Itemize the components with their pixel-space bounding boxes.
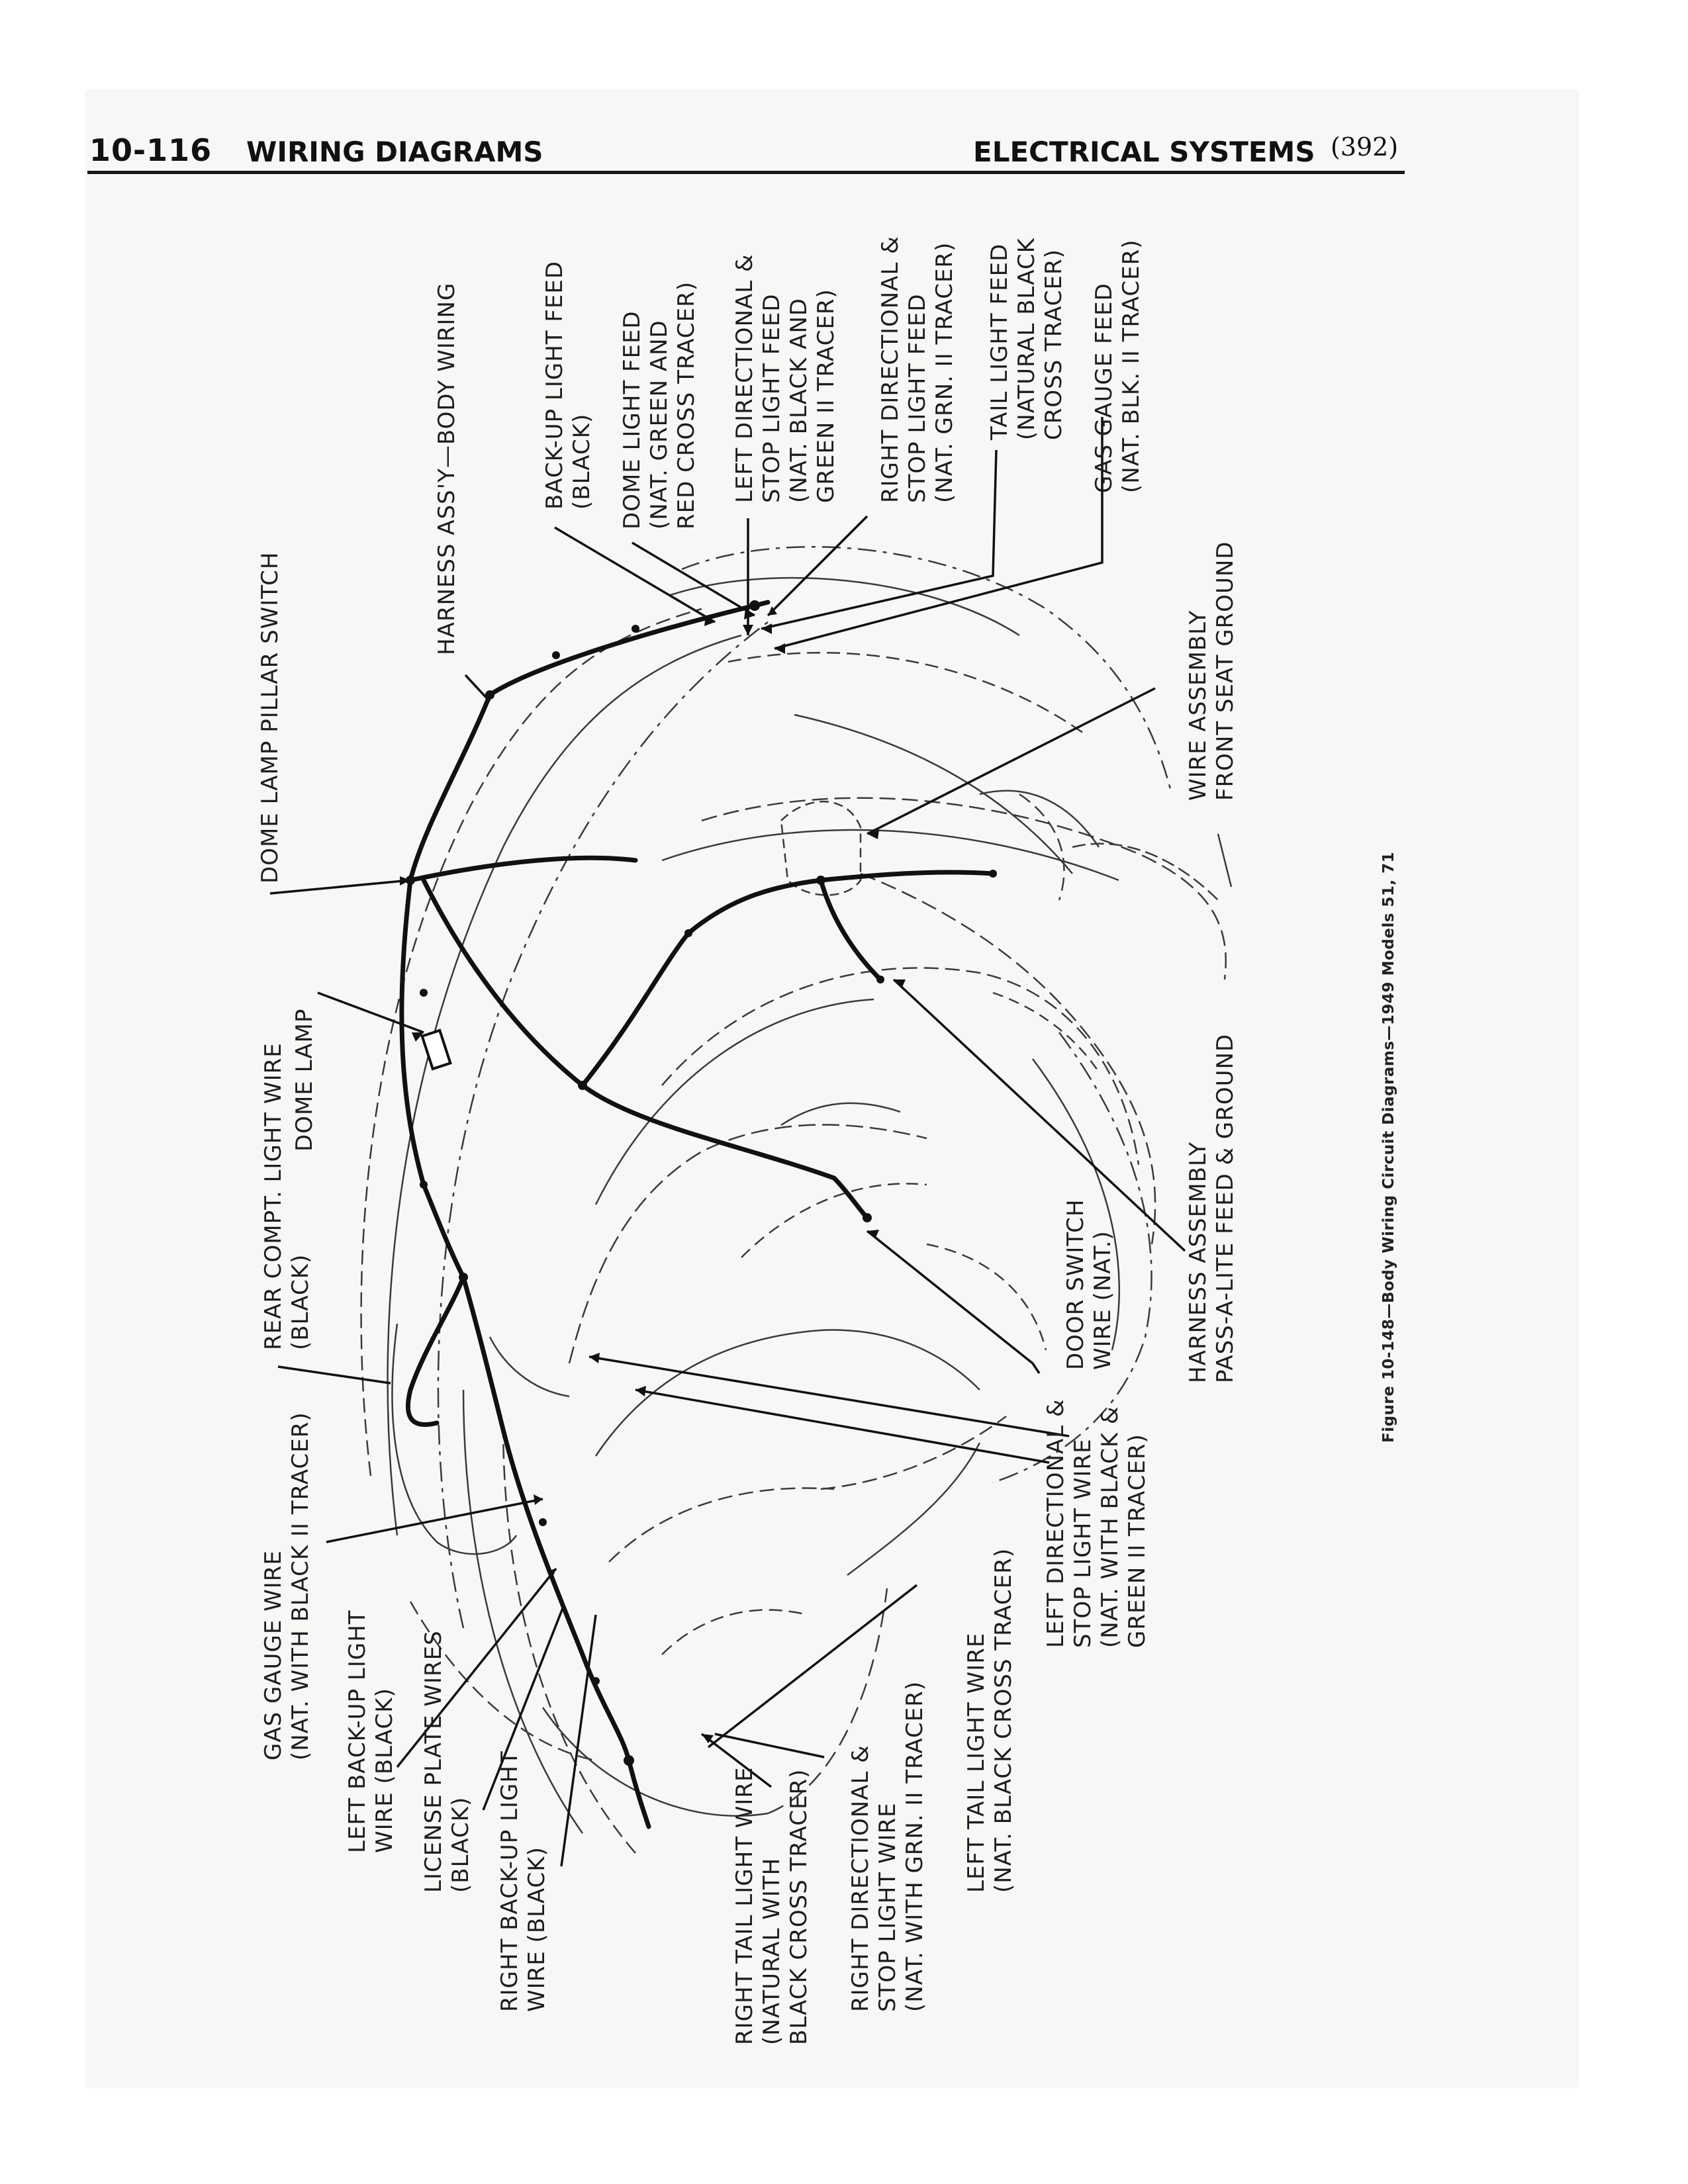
label-dome-lamp-pillar-switch: DOME LAMP PILLAR SWITCH [257, 551, 283, 884]
label-wire-assembly-front-seat-ground: WIRE ASSEMBLY FRONT SEAT GROUND [1185, 541, 1239, 801]
label-door-switch-wire: DOOR SWITCH WIRE (NAT.) [1062, 1199, 1116, 1370]
label-license-plate-wires: LICENSE PLATE WIRES (BLACK) [420, 1630, 474, 1893]
label-left-tail-light-wire: LEFT TAIL LIGHT WIRE (NAT. BLACK CROSS TRACER) [963, 1547, 1017, 1893]
label-right-back-up-light-wire: RIGHT BACK-UP LIGHT WIRE (BLACK) [496, 1751, 550, 2012]
label-rear-compt-light-wire: REAR COMPT. LIGHT WIRE (BLACK) [260, 1042, 314, 1350]
label-right-directional-stop-light-feed: RIGHT DIRECTIONAL & STOP LIGHT FEED (NAT. GRN. II TRACER) [877, 236, 958, 503]
figure-caption: Figure 10-148—Body Wiring Circuit Diagrams—1949 Models 51, 71 [1380, 851, 1397, 1443]
page-reference: 10-116 [89, 132, 212, 168]
page-number: (392) [1331, 132, 1399, 161]
label-right-tail-light-wire: RIGHT TAIL LIGHT WIRE (NATURAL WITH BLACK CROSS TRACER) [731, 1766, 812, 2045]
header-title: WIRING DIAGRAMS [246, 136, 543, 168]
label-dome-light-feed: DOME LIGHT FEED (NAT. GREEN AND RED CROSS TRACER) [619, 281, 700, 529]
label-tail-light-feed: TAIL LIGHT FEED (NATURAL BLACK CROSS TRACER) [986, 238, 1067, 440]
label-left-directional-stop-light-wire: LEFT DIRECTIONAL & STOP LIGHT WIRE (NAT. WITH BLACK & GREEN II TRACER) [1043, 1398, 1150, 1648]
label-back-up-light-feed: BACK-UP LIGHT FEED (BLACK) [541, 260, 595, 510]
label-harness-body-wiring: HARNESS ASS'Y—BODY WIRING [434, 282, 460, 655]
label-dome-lamp: DOME LAMP [291, 1008, 318, 1152]
label-right-directional-stop-light-wire: RIGHT DIRECTIONAL & STOP LIGHT WIRE (NAT. WITH GRN. II TRACER) [847, 1680, 928, 2012]
label-gas-gauge-feed: GAS GAUGE FEED (NAT. BLK. II TRACER) [1091, 239, 1145, 493]
header-section: ELECTRICAL SYSTEMS [973, 136, 1315, 168]
label-harness-assembly-pass-a-lite: HARNESS ASSEMBLY PASS-A-LITE FEED & GROUND [1185, 1033, 1239, 1383]
label-left-back-up-light-wire: LEFT BACK-UP LIGHT WIRE (BLACK) [344, 1610, 398, 1853]
label-gas-gauge-wire: GAS GAUGE WIRE (NAT. WITH BLACK II TRACER) [260, 1412, 314, 1760]
label-left-directional-stop-light-feed: LEFT DIRECTIONAL & STOP LIGHT FEED (NAT. BLACK AND GREEN II TRACER) [731, 253, 839, 503]
